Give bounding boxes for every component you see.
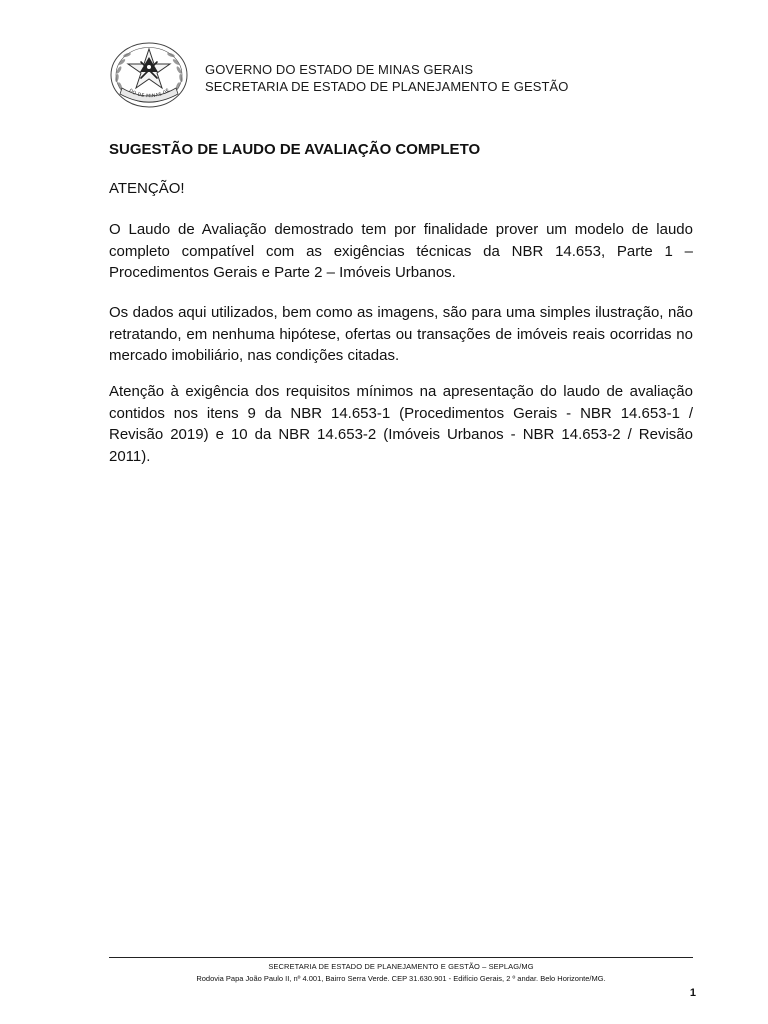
paragraph-requirements: Atenção à exigência dos requisitos mínimos na apresentação do laudo de avaliação contidos nos itens 9 da NBR 14.653-1 (Procedimentos Gerais - NBR 14.653-1 / Revisão 2019) e 10 da NBR 14.653-2 (Imóveis Urbanos - NBR 14.653-2 / Revisão 2011). bbox=[109, 383, 693, 465]
header-secretariat-line: SECRETARIA DE ESTADO DE PLANEJAMENTO E GESTÃO bbox=[205, 79, 569, 94]
footer-divider bbox=[109, 957, 693, 958]
footer-address: Rodovia Papa João Paulo II, nº 4.001, Bairro Serra Verde. CEP 31.630.901 - Edifício Gerais, 2 º andar. Belo Horizonte/MG. bbox=[196, 974, 606, 983]
page-number: 1 bbox=[689, 987, 696, 999]
header-titles bbox=[205, 61, 569, 95]
footer-organization: SECRETARIA DE ESTADO DE PLANEJAMENTO E GESTÃO – SEPLAG/MG bbox=[268, 962, 534, 971]
header-government-line: GOVERNO DO ESTADO DE MINAS GERAIS bbox=[205, 62, 474, 77]
attention-heading: ATENÇÃO! bbox=[109, 180, 185, 197]
paragraph-purpose: O Laudo de Avaliação demostrado tem por finalidade prover um modelo de laudo completo compatível com as exigências técnicas da NBR 14.653, Parte 1 – Procedimentos Gerais e Parte 2 – Imóveis Urbanos. bbox=[109, 221, 693, 281]
state-coat-of-arms-icon bbox=[108, 40, 190, 110]
document-title: SUGESTÃO DE LAUDO DE AVALIAÇÃO COMPLETO bbox=[109, 141, 481, 158]
page-header bbox=[108, 40, 668, 110]
seal-ribbon-text: DO DE MINAS GE bbox=[127, 87, 172, 100]
paragraph-disclaimer: Os dados aqui utilizados, bem como as imagens, são para uma simples ilustração, não retratando, em nenhuma hipótese, ofertas ou transações de imóveis reais ocorridas no mercado imobiliário, nas condições citadas. bbox=[109, 304, 693, 364]
